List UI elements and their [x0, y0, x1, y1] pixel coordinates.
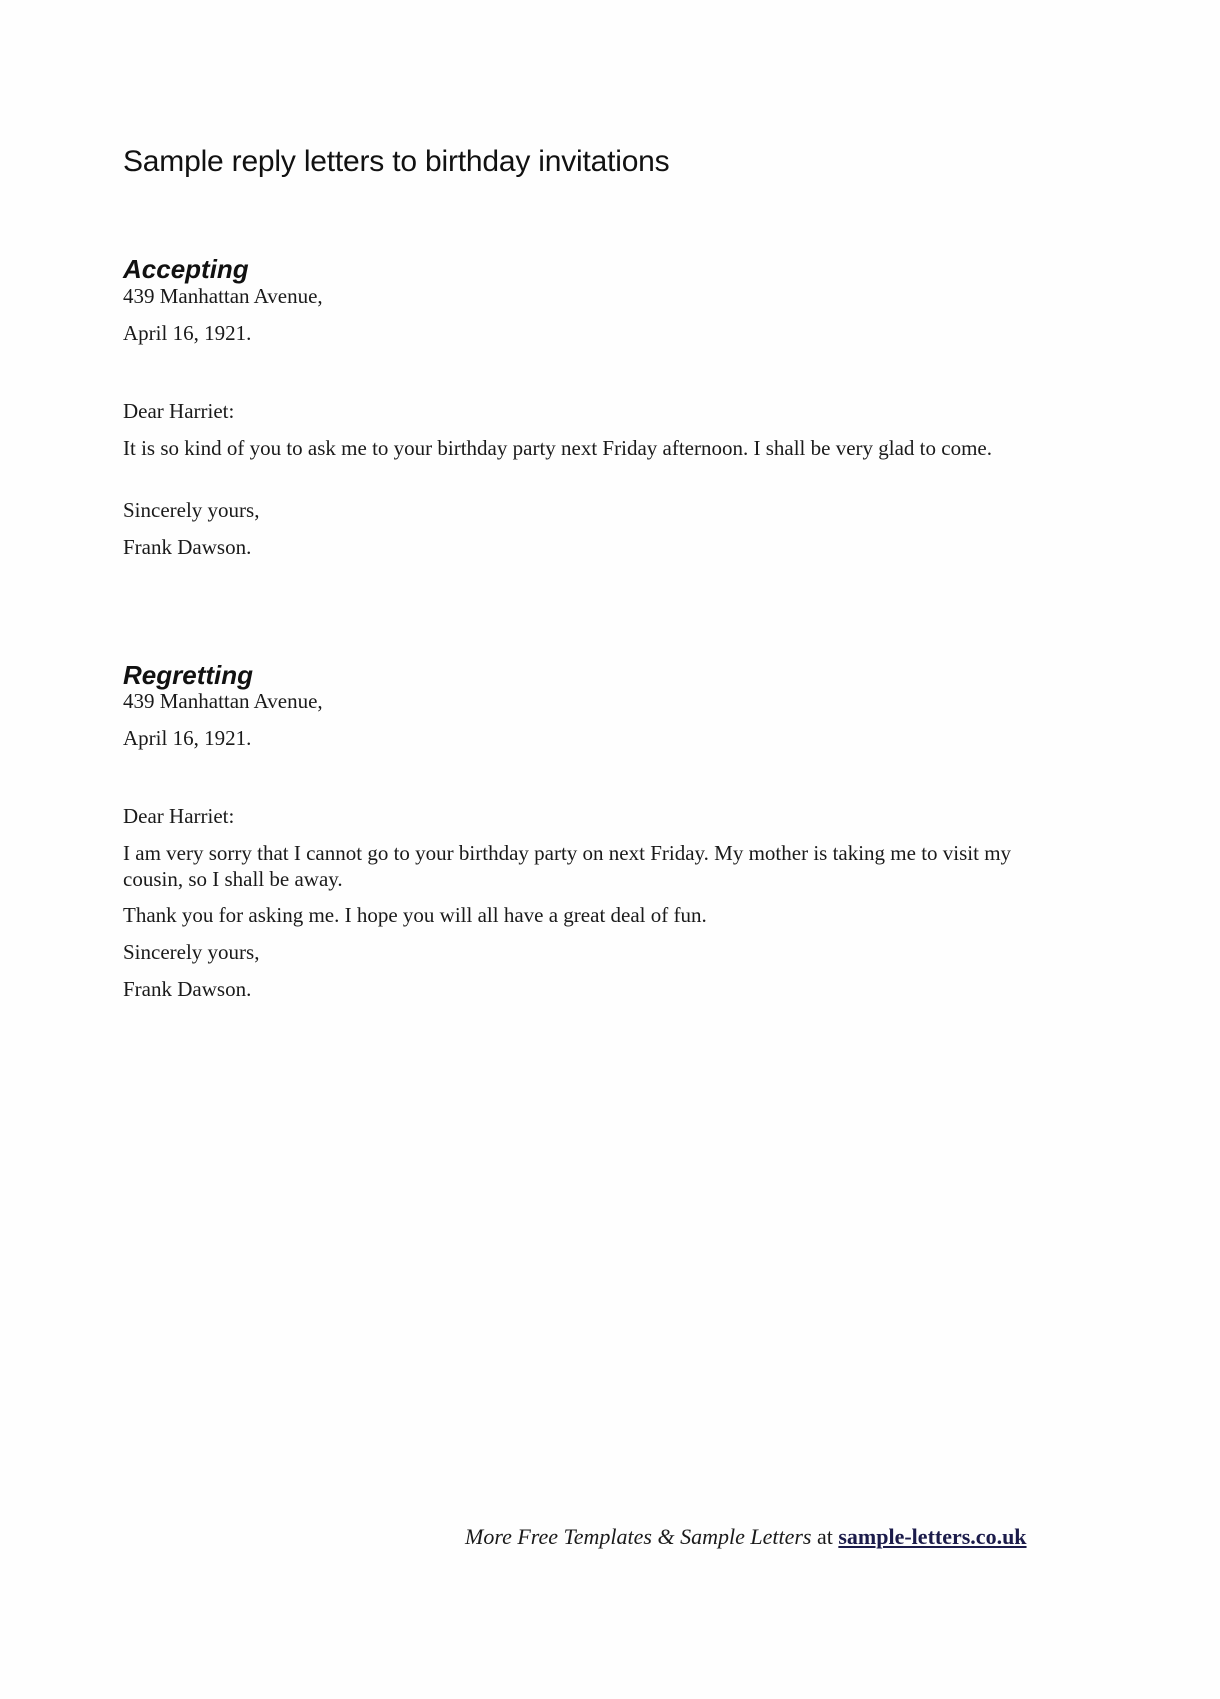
- salutation: Dear Harriet:: [123, 804, 235, 828]
- signature: Frank Dawson.: [123, 977, 252, 1001]
- sender-address: 439 Manhattan Avenue,: [123, 689, 323, 713]
- page-title: Sample reply letters to birthday invitations: [123, 145, 670, 178]
- footer-website-link[interactable]: sample-letters.co.uk: [838, 1524, 1027, 1549]
- footer-promo: [465, 1524, 1027, 1550]
- footer-connector: at: [811, 1524, 839, 1549]
- closing: Sincerely yours,: [123, 498, 260, 522]
- footer-promo-text: More Free Templates & Sample Letters: [465, 1524, 812, 1549]
- letter-date: April 16, 1921.: [123, 321, 252, 345]
- section-heading-accepting: Accepting: [123, 254, 249, 284]
- signature: Frank Dawson.: [123, 535, 252, 559]
- section-heading-regretting: Regretting: [123, 660, 253, 690]
- letter-date: April 16, 1921.: [123, 726, 252, 750]
- closing: Sincerely yours,: [123, 940, 260, 964]
- letter-body-paragraph: Thank you for asking me. I hope you will all have a great deal of fun.: [123, 903, 707, 927]
- letter-body-paragraph: I am very sorry that I cannot go to your birthday party on next Friday. My mother is taking me to visit my cousin, so I shall be away.: [123, 841, 1012, 891]
- salutation: Dear Harriet:: [123, 399, 235, 423]
- sender-address: 439 Manhattan Avenue,: [123, 284, 323, 308]
- letter-body-paragraph: It is so kind of you to ask me to your birthday party next Friday afternoon. I shall be very glad to come.: [123, 436, 992, 460]
